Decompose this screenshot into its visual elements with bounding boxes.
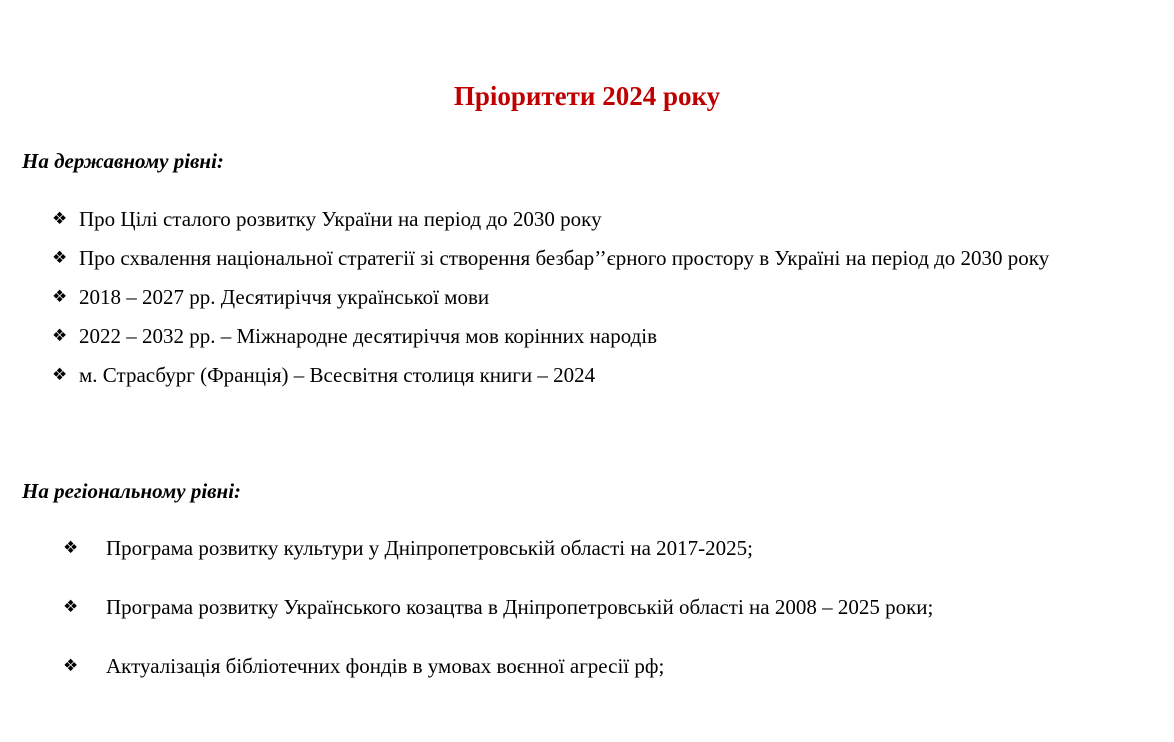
list-item-text: Програма розвитку культури у Дніпропетровській області на 2017-2025; — [106, 536, 754, 560]
diamond-bullet-icon: ❖ — [52, 209, 68, 229]
regional-level-list — [63, 535, 933, 712]
list-item — [63, 653, 933, 712]
list-item-text: Актуалізація бібліотечних фондів в умовах воєнної агресії рф; — [106, 654, 665, 678]
diamond-bullet-icon: ❖ — [52, 326, 68, 346]
list-item — [52, 245, 1049, 284]
state-level-list — [52, 206, 1049, 401]
diamond-bullet-icon: ❖ — [63, 656, 79, 676]
regional-level-heading: На регіональному рівні: — [22, 479, 242, 503]
list-item-text: м. Страсбург (Франція) – Всесвітня столиця книги – 2024 — [79, 363, 596, 387]
list-item — [52, 206, 1049, 245]
list-item-text: 2018 – 2027 рр. Десятиріччя української мови — [79, 285, 490, 309]
list-item-text: Програма розвитку Українського козацтва в Дніпропетровській області на 2008 – 2025 роки; — [106, 595, 934, 619]
list-item — [52, 284, 1049, 323]
list-item-text: Про схвалення національної стратегії зі створення безбар’’єрного простору в Україні на період до 2030 року — [79, 246, 1050, 270]
list-item-text: Про Цілі сталого розвитку України на період до 2030 року — [79, 207, 602, 231]
list-item — [52, 323, 1049, 362]
list-item — [52, 362, 1049, 401]
diamond-bullet-icon: ❖ — [52, 248, 68, 268]
diamond-bullet-icon: ❖ — [52, 287, 68, 307]
list-item — [63, 535, 933, 594]
state-level-heading: На державному рівні: — [22, 149, 224, 173]
page-title: Пріоритети 2024 року — [453, 81, 721, 111]
diamond-bullet-icon: ❖ — [63, 538, 79, 558]
list-item — [63, 594, 933, 653]
diamond-bullet-icon: ❖ — [63, 597, 79, 617]
diamond-bullet-icon: ❖ — [52, 365, 68, 385]
list-item-text: 2022 – 2032 рр. – Міжнародне десятиріччя мов корінних народів — [79, 324, 658, 348]
